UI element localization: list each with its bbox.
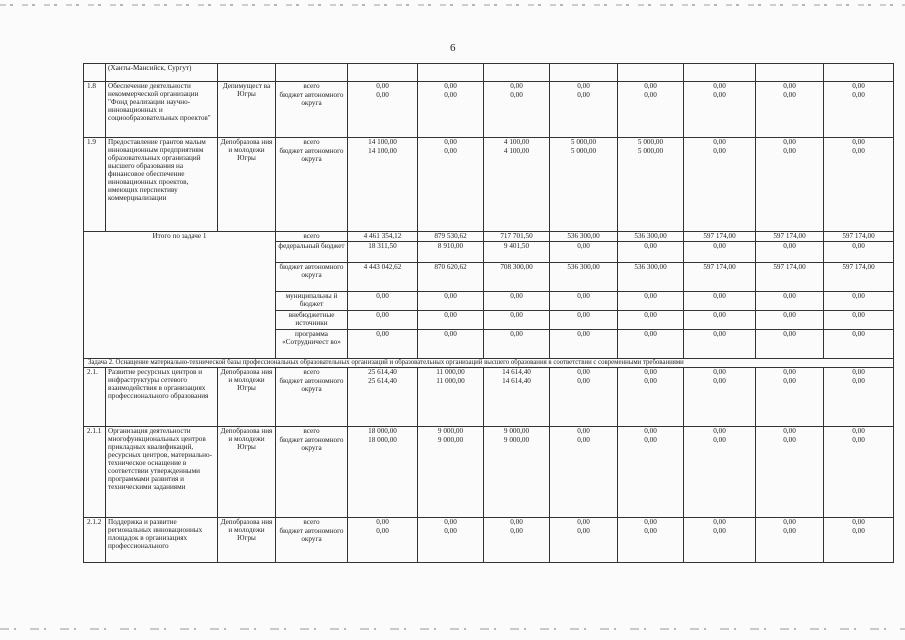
funding-source-line: всего [303, 368, 320, 376]
amount-value: 0,00 [418, 330, 484, 359]
amount-value [486, 73, 547, 81]
amount-cell [418, 82, 484, 138]
amount-value: 0,00 [348, 311, 418, 330]
amount-value: 0,00 [684, 292, 756, 311]
amount-cell [418, 368, 484, 427]
activity-name: Поддержка и развитие региональных инновационных площадок в организациях профессионального [106, 518, 218, 563]
amount-value: 0,00 [644, 436, 657, 444]
row-number: 2.1.1 [84, 427, 106, 518]
amount-cell [348, 82, 418, 138]
amount-value: 717 701,50 [484, 232, 550, 242]
amount-value: 0,00 [577, 82, 590, 90]
task-heading-row [84, 359, 894, 368]
amount-value: 0,00 [618, 330, 684, 359]
amount-value: 4 100,00 [503, 138, 530, 146]
budget-table [83, 63, 894, 563]
amount-value: 597 174,00 [756, 232, 824, 242]
amount-value: 0,00 [824, 330, 894, 359]
amount-value: 25 614,40 [368, 377, 397, 385]
amount-value: 0,00 [644, 527, 657, 535]
amount-value: 0,00 [684, 311, 756, 330]
amount-value: 879 530,62 [418, 232, 484, 242]
amount-value: 536 300,00 [618, 263, 684, 292]
amount-value: 0,00 [618, 311, 684, 330]
amount-cell [348, 368, 418, 427]
table-row [84, 518, 894, 563]
funding-source [276, 138, 348, 232]
amount-value: 536 300,00 [618, 232, 684, 242]
funding-source [276, 82, 348, 138]
amount-value [620, 73, 681, 81]
amount-value [686, 64, 753, 72]
funding-source-line: бюджет автономного округа [279, 147, 344, 163]
amount-value: 9 000,00 [437, 427, 464, 435]
amount-value: 0,00 [783, 518, 796, 526]
amount-value: 0,00 [577, 527, 590, 535]
amount-value: 0,00 [783, 527, 796, 535]
amount-value: 5 000,00 [637, 147, 664, 155]
funding-source: федеральный бюджет [276, 242, 348, 263]
amount-value: 14 614,40 [502, 368, 531, 376]
amount-value: 0,00 [618, 242, 684, 263]
amount-cell [550, 518, 618, 563]
amount-value: 0,00 [550, 311, 618, 330]
amount-cell [684, 138, 756, 232]
amount-value: 0,00 [644, 427, 657, 435]
amount-value: 0,00 [756, 330, 824, 359]
amount-value: 0,00 [852, 527, 865, 535]
table-row [84, 82, 894, 138]
amount-value: 5 000,00 [570, 138, 597, 146]
amount-cell [418, 64, 484, 82]
amount-value: 0,00 [510, 82, 523, 90]
funding-source: всего [276, 232, 348, 242]
amount-value: 536 300,00 [550, 263, 618, 292]
amount-value: 0,00 [418, 311, 484, 330]
amount-cell [484, 518, 550, 563]
amount-value: 597 174,00 [684, 263, 756, 292]
funding-source-line: бюджет автономного округа [279, 377, 344, 393]
amount-value: 0,00 [550, 330, 618, 359]
total-label: Итого по задаче 1 [84, 232, 276, 359]
amount-value: 0,00 [484, 292, 550, 311]
amount-value [758, 64, 821, 72]
amount-cell [418, 518, 484, 563]
amount-value: 0,00 [852, 518, 865, 526]
page-number: 6 [450, 42, 456, 54]
amount-value: 597 174,00 [756, 263, 824, 292]
row-number: 2.1. [84, 368, 106, 427]
amount-value: 0,00 [852, 147, 865, 155]
amount-cell [756, 64, 824, 82]
amount-cell [618, 518, 684, 563]
amount-value: 0,00 [376, 527, 389, 535]
amount-cell [824, 82, 894, 138]
row-number [84, 64, 106, 82]
amount-value: 14 100,00 [368, 147, 397, 155]
amount-cell [756, 368, 824, 427]
amount-value: 0,00 [783, 82, 796, 90]
amount-value: 0,00 [713, 527, 726, 535]
amount-value: 5 000,00 [570, 147, 597, 155]
amount-value: 11 000,00 [436, 377, 465, 385]
amount-value: 0,00 [644, 91, 657, 99]
amount-value: 0,00 [644, 518, 657, 526]
amount-value: 0,00 [756, 292, 824, 311]
amount-value: 0,00 [510, 527, 523, 535]
amount-cell [484, 82, 550, 138]
row-number: 1.9 [84, 138, 106, 232]
amount-cell [756, 82, 824, 138]
amount-value: 0,00 [852, 427, 865, 435]
amount-value: 0,00 [713, 377, 726, 385]
scan-artifact-top [0, 4, 905, 6]
amount-value: 0,00 [852, 82, 865, 90]
executor [218, 64, 276, 82]
amount-value [420, 73, 481, 81]
table-row [84, 64, 894, 82]
amount-value: 9 000,00 [503, 436, 530, 444]
amount-value: 0,00 [783, 377, 796, 385]
amount-value: 4 443 042,62 [348, 263, 418, 292]
amount-value [420, 64, 481, 72]
amount-value: 0,00 [852, 91, 865, 99]
amount-value [552, 73, 615, 81]
amount-value: 0,00 [824, 311, 894, 330]
executor: Депобразова ния и молодежи Югры [218, 138, 276, 232]
amount-value: 0,00 [713, 82, 726, 90]
table-row [84, 232, 894, 242]
amount-cell [550, 368, 618, 427]
amount-cell [756, 518, 824, 563]
amount-value: 0,00 [510, 518, 523, 526]
amount-value: 11 000,00 [436, 368, 465, 376]
funding-source-line: бюджет автономного округа [279, 91, 344, 107]
executor: Депимущест ва Югры [218, 82, 276, 138]
amount-value: 0,00 [713, 518, 726, 526]
amount-cell [684, 518, 756, 563]
executor: Депобразова ния и молодежи Югры [218, 427, 276, 518]
amount-cell [348, 427, 418, 518]
amount-cell [550, 82, 618, 138]
activity-name: Обеспечение деятельности некоммерческой организации "Фонд реализации научно-инновационных и социообразовательных проектов" [106, 82, 218, 138]
amount-value: 14 100,00 [368, 138, 397, 146]
funding-source [276, 518, 348, 563]
scan-artifact-bottom [0, 628, 905, 630]
funding-source-line: всего [303, 138, 320, 146]
amount-value: 0,00 [756, 311, 824, 330]
amount-value: 18 000,00 [368, 427, 397, 435]
amount-value: 0,00 [510, 91, 523, 99]
amount-cell [756, 427, 824, 518]
funding-source-line: всего [303, 427, 320, 435]
amount-value: 9 000,00 [437, 436, 464, 444]
amount-cell [824, 518, 894, 563]
amount-cell [618, 64, 684, 82]
amount-value: 597 174,00 [824, 263, 894, 292]
amount-value: 0,00 [824, 242, 894, 263]
amount-value: 0,00 [577, 368, 590, 376]
amount-value: 4 100,00 [503, 147, 530, 155]
amount-value: 0,00 [824, 292, 894, 311]
funding-source: внебюджетные источники [276, 311, 348, 330]
amount-value: 0,00 [577, 518, 590, 526]
amount-cell [756, 138, 824, 232]
amount-cell [824, 368, 894, 427]
table-row [84, 368, 894, 427]
activity-name: Организация деятельности многофункциональных центров прикладных квалификаций, ресурсных центров, материально-техническое оснащение в соответствии утвержденными программами развития и техническими заданиями [106, 427, 218, 518]
amount-value [620, 64, 681, 72]
amount-value: 0,00 [852, 436, 865, 444]
activity-name: Развитие ресурсных центров и инфраструктуры сетевого взаимодействия в организациях профессионального образования [106, 368, 218, 427]
amount-cell [418, 427, 484, 518]
amount-cell [618, 82, 684, 138]
amount-value: 0,00 [444, 82, 457, 90]
amount-cell [618, 138, 684, 232]
amount-cell [348, 64, 418, 82]
amount-value: 0,00 [783, 427, 796, 435]
amount-value: 870 620,62 [418, 263, 484, 292]
row-number: 2.1.2 [84, 518, 106, 563]
amount-value: 0,00 [618, 292, 684, 311]
funding-source: программа «Сотрудничест во» [276, 330, 348, 359]
amount-cell [418, 138, 484, 232]
amount-value: 0,00 [348, 330, 418, 359]
amount-cell [824, 138, 894, 232]
funding-source [276, 64, 348, 82]
activity-name: Предоставление грантов малым инновационным предприятиям образовательных организаций высшего образования на финансовое обеспечение инновационных проектов, имеющих перспективу коммерциализации [106, 138, 218, 232]
table-row [84, 427, 894, 518]
amount-value [350, 73, 415, 81]
amount-value: 0,00 [783, 436, 796, 444]
amount-value: 8 910,00 [418, 242, 484, 263]
amount-value: 0,00 [444, 138, 457, 146]
funding-source [276, 368, 348, 427]
amount-cell [484, 138, 550, 232]
funding-source-line: всего [303, 82, 320, 90]
amount-value: 0,00 [713, 138, 726, 146]
table-row [84, 138, 894, 232]
amount-value: 0,00 [644, 368, 657, 376]
funding-source-line: всего [303, 518, 320, 526]
amount-value [758, 73, 821, 81]
amount-value [826, 73, 891, 81]
amount-value: 0,00 [444, 147, 457, 155]
amount-value: 0,00 [484, 311, 550, 330]
amount-value: 0,00 [550, 292, 618, 311]
amount-cell [550, 427, 618, 518]
amount-cell [484, 427, 550, 518]
amount-cell [684, 368, 756, 427]
amount-value: 0,00 [577, 377, 590, 385]
amount-value: 0,00 [376, 82, 389, 90]
amount-cell [824, 64, 894, 82]
amount-value: 0,00 [418, 292, 484, 311]
amount-value: 18 311,50 [348, 242, 418, 263]
activity-name: (Ханты-Мансийск, Сургут) [106, 64, 218, 82]
amount-value: 9 401,50 [484, 242, 550, 263]
amount-value: 0,00 [684, 330, 756, 359]
amount-value [350, 64, 415, 72]
amount-value: 0,00 [783, 147, 796, 155]
amount-value [552, 64, 615, 72]
amount-value: 0,00 [577, 427, 590, 435]
amount-value [486, 64, 547, 72]
amount-cell [684, 82, 756, 138]
amount-value: 0,00 [713, 427, 726, 435]
amount-value: 4 461 354,12 [348, 232, 418, 242]
amount-value: 0,00 [852, 138, 865, 146]
amount-cell [348, 518, 418, 563]
amount-value: 0,00 [684, 242, 756, 263]
amount-cell [484, 368, 550, 427]
funding-source-line: бюджет автономного округа [279, 436, 344, 452]
amount-value: 0,00 [644, 82, 657, 90]
amount-value: 0,00 [484, 330, 550, 359]
amount-value: 0,00 [713, 147, 726, 155]
amount-value: 0,00 [713, 91, 726, 99]
amount-value: 0,00 [852, 377, 865, 385]
amount-value: 0,00 [376, 518, 389, 526]
amount-value: 5 000,00 [637, 138, 664, 146]
task-2-heading: Задача 2. Оснащение материально-технической базы профессиональных образовательных организаций и образовательных организаций высшего образования в соответствии с современными требованиями [84, 359, 894, 368]
amount-value: 0,00 [783, 368, 796, 376]
amount-value: 597 174,00 [684, 232, 756, 242]
funding-source: муниципальны й бюджет [276, 292, 348, 311]
amount-value: 9 000,00 [503, 427, 530, 435]
amount-cell [684, 427, 756, 518]
amount-value: 0,00 [756, 242, 824, 263]
amount-value: 0,00 [644, 377, 657, 385]
amount-value [686, 73, 753, 81]
amount-cell [550, 138, 618, 232]
amount-cell [484, 64, 550, 82]
amount-value: 0,00 [783, 91, 796, 99]
amount-value: 14 614,40 [502, 377, 531, 385]
funding-source-line: бюджет автономного округа [279, 527, 344, 543]
amount-value: 0,00 [577, 91, 590, 99]
funding-source [276, 427, 348, 518]
executor: Депобразова ния и молодежи Югры [218, 518, 276, 563]
amount-value: 708 300,00 [484, 263, 550, 292]
amount-value: 597 174,00 [824, 232, 894, 242]
amount-value: 0,00 [444, 91, 457, 99]
executor: Депобразова ния и молодежи Югры [218, 368, 276, 427]
amount-value: 0,00 [444, 527, 457, 535]
amount-value: 0,00 [376, 91, 389, 99]
amount-cell [348, 138, 418, 232]
amount-value: 0,00 [348, 292, 418, 311]
amount-value: 18 000,00 [368, 436, 397, 444]
amount-cell [684, 64, 756, 82]
amount-cell [618, 427, 684, 518]
amount-cell [824, 427, 894, 518]
amount-value: 0,00 [783, 138, 796, 146]
amount-value: 0,00 [713, 368, 726, 376]
amount-value: 25 614,40 [368, 368, 397, 376]
amount-value: 0,00 [550, 242, 618, 263]
amount-value: 0,00 [852, 368, 865, 376]
funding-source: бюджет автономного округа [276, 263, 348, 292]
amount-value: 0,00 [713, 436, 726, 444]
amount-value: 536 300,00 [550, 232, 618, 242]
amount-value: 0,00 [444, 518, 457, 526]
amount-cell [550, 64, 618, 82]
amount-value [826, 64, 891, 72]
row-number: 1.8 [84, 82, 106, 138]
amount-cell [618, 368, 684, 427]
amount-value: 0,00 [577, 436, 590, 444]
